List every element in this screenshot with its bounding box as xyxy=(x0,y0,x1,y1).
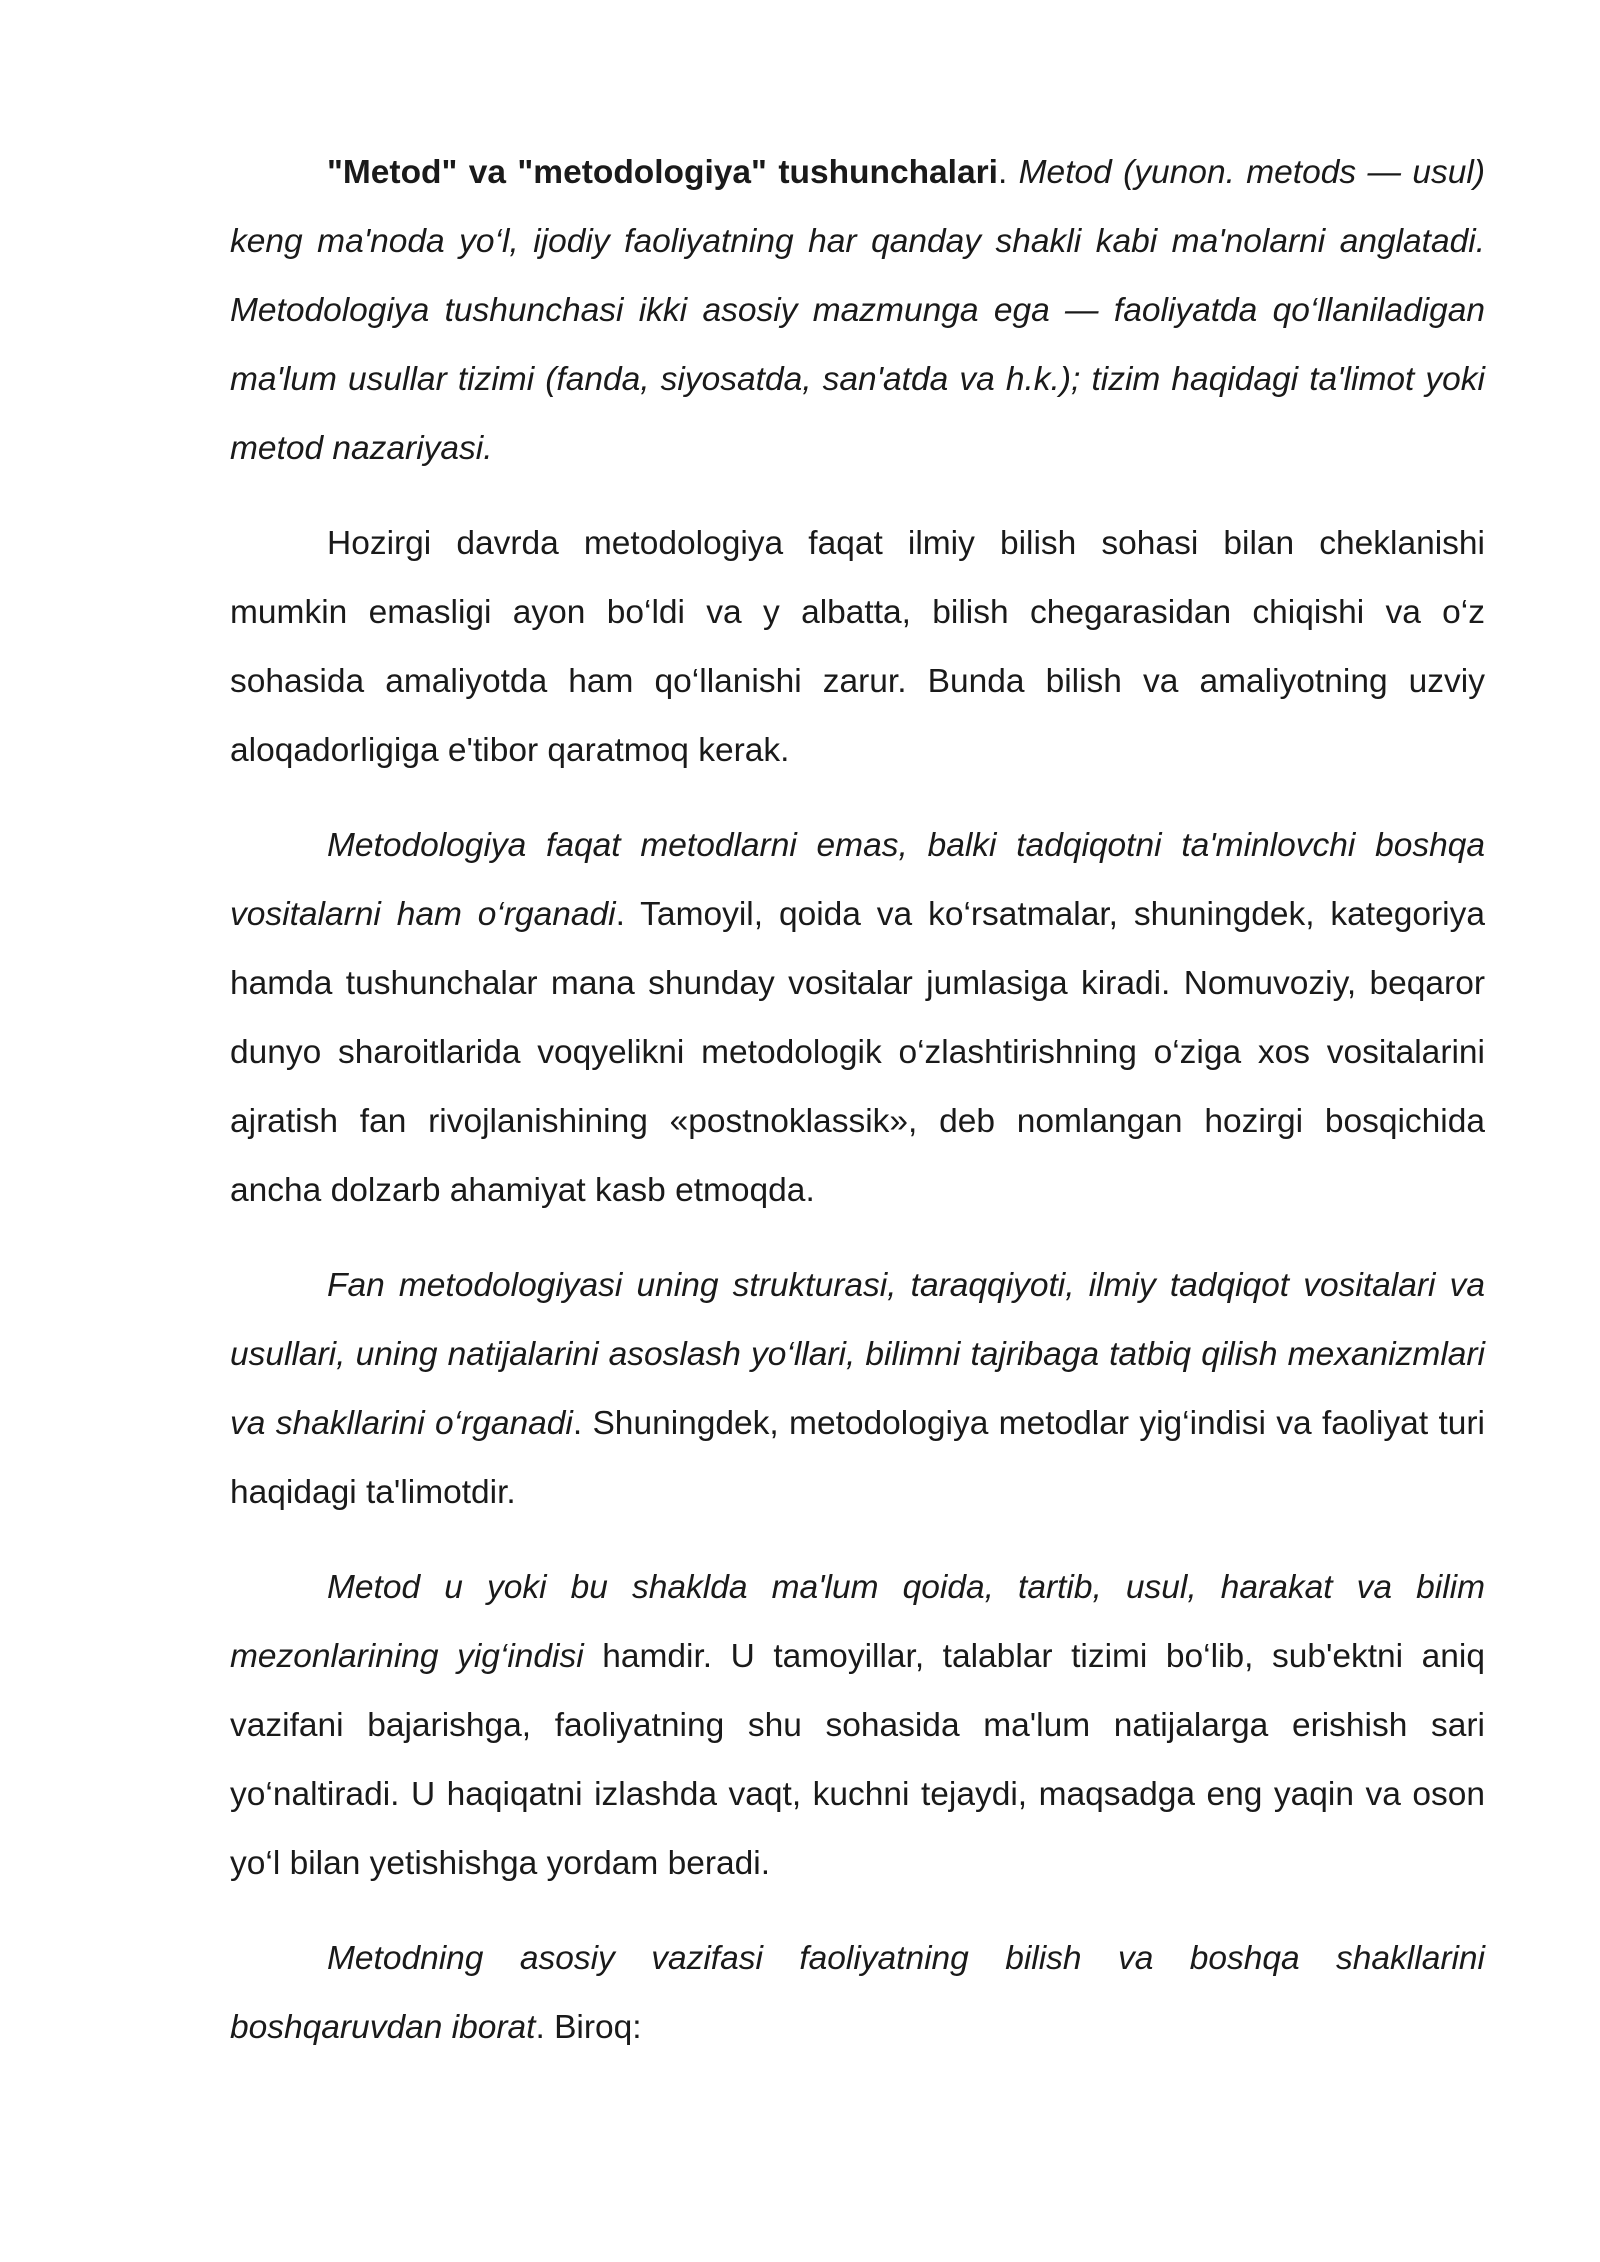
text-run-italic: Fan metodologiyasi uning strukturasi, taraqqiyoti, ilmiy tadqiqot vositalari va usullari, uning natijalarini asoslash yo‘llari, bilimni tajribaga tatbiq qilish mexanizmlari va shakllarini o‘rganadi xyxy=(230,1267,1485,1442)
paragraph-2 xyxy=(230,509,1485,785)
paragraph-1 xyxy=(230,138,1485,483)
text-run: . Shuningdek, metodologiya metodlar yig‘indisi va faoliyat turi haqidagi ta'limotdir. xyxy=(230,1405,1485,1511)
text-run: hamdir. U tamoyillar, talablar tizimi bo‘lib, sub'ektni aniq vazifani bajarishga, faoliyatning shu sohasida ma'lum natijalarga erishish sari yo‘naltiradi. U haqiqatni izlashda vaqt, kuchni tejaydi, maqsadga eng yaqin va oson yo‘l bilan yetishishga yordam beradi. xyxy=(230,1638,1485,1882)
paragraph-4 xyxy=(230,1251,1485,1527)
paragraph-5 xyxy=(230,1553,1485,1898)
text-run: . Tamoyil, qoida va ko‘rsatmalar, shuningdek, kategoriya hamda tushunchalar mana shunday vositalar jumlasiga kiradi. Nomuvoziy, beqaror dunyo sharoitlarida voqyelikni metodologik o‘zlashtirishning o‘ziga xos vositalarini ajratish fan rivojlanishining «postnoklassik», deb nomlangan hozirgi bosqichida ancha dolzarb ahamiyat kasb etmoqda. xyxy=(230,896,1485,1209)
text-run-italic: Metod (yunon. metods — usul) keng ma'noda yo‘l, ijodiy faoliyatning har qanday shakli kabi ma'nolarni anglatadi. Metodologiya tushunchasi ikki asosiy mazmunga ega — faoliyatda qo‘llaniladigan ma'lum usullar tizimi (fanda, siyosatda, san'atda va h.k.); tizim haqidagi ta'limot yoki metod nazariyasi. xyxy=(230,154,1485,467)
document-page xyxy=(230,138,1485,2088)
paragraph-3 xyxy=(230,811,1485,1225)
text-run-italic: Metodologiya faqat metodlarni emas, balki tadqiqotni ta'minlovchi boshqa vositalarni ham o‘rganadi xyxy=(230,827,1485,933)
paragraph-6 xyxy=(230,1924,1485,2062)
section-heading: "Metod" va "metodologiya" tushunchalari xyxy=(327,154,998,191)
text-run-italic: Metod u yoki bu shaklda ma'lum qoida, tartib, usul, harakat va bilim mezonlarining yig‘indisi xyxy=(230,1569,1485,1675)
text-run-italic: Metodning asosiy vazifasi faoliyatning bilish va boshqa shakllarini boshqaruvdan iborat xyxy=(230,1940,1485,2046)
text-run: . Biroq: xyxy=(535,2009,642,2046)
text-run: Hozirgi davrda metodologiya faqat ilmiy bilish sohasi bilan cheklanishi mumkin emasligi ayon bo‘ldi va y albatta, bilish chegarasidan chiqishi va o‘z sohasida amaliyotda ham qo‘llanishi zarur. Bunda bilish va amaliyotning uzviy aloqadorligiga e'tibor qaratmoq kerak. xyxy=(230,525,1485,769)
text-run: . xyxy=(997,154,1019,191)
